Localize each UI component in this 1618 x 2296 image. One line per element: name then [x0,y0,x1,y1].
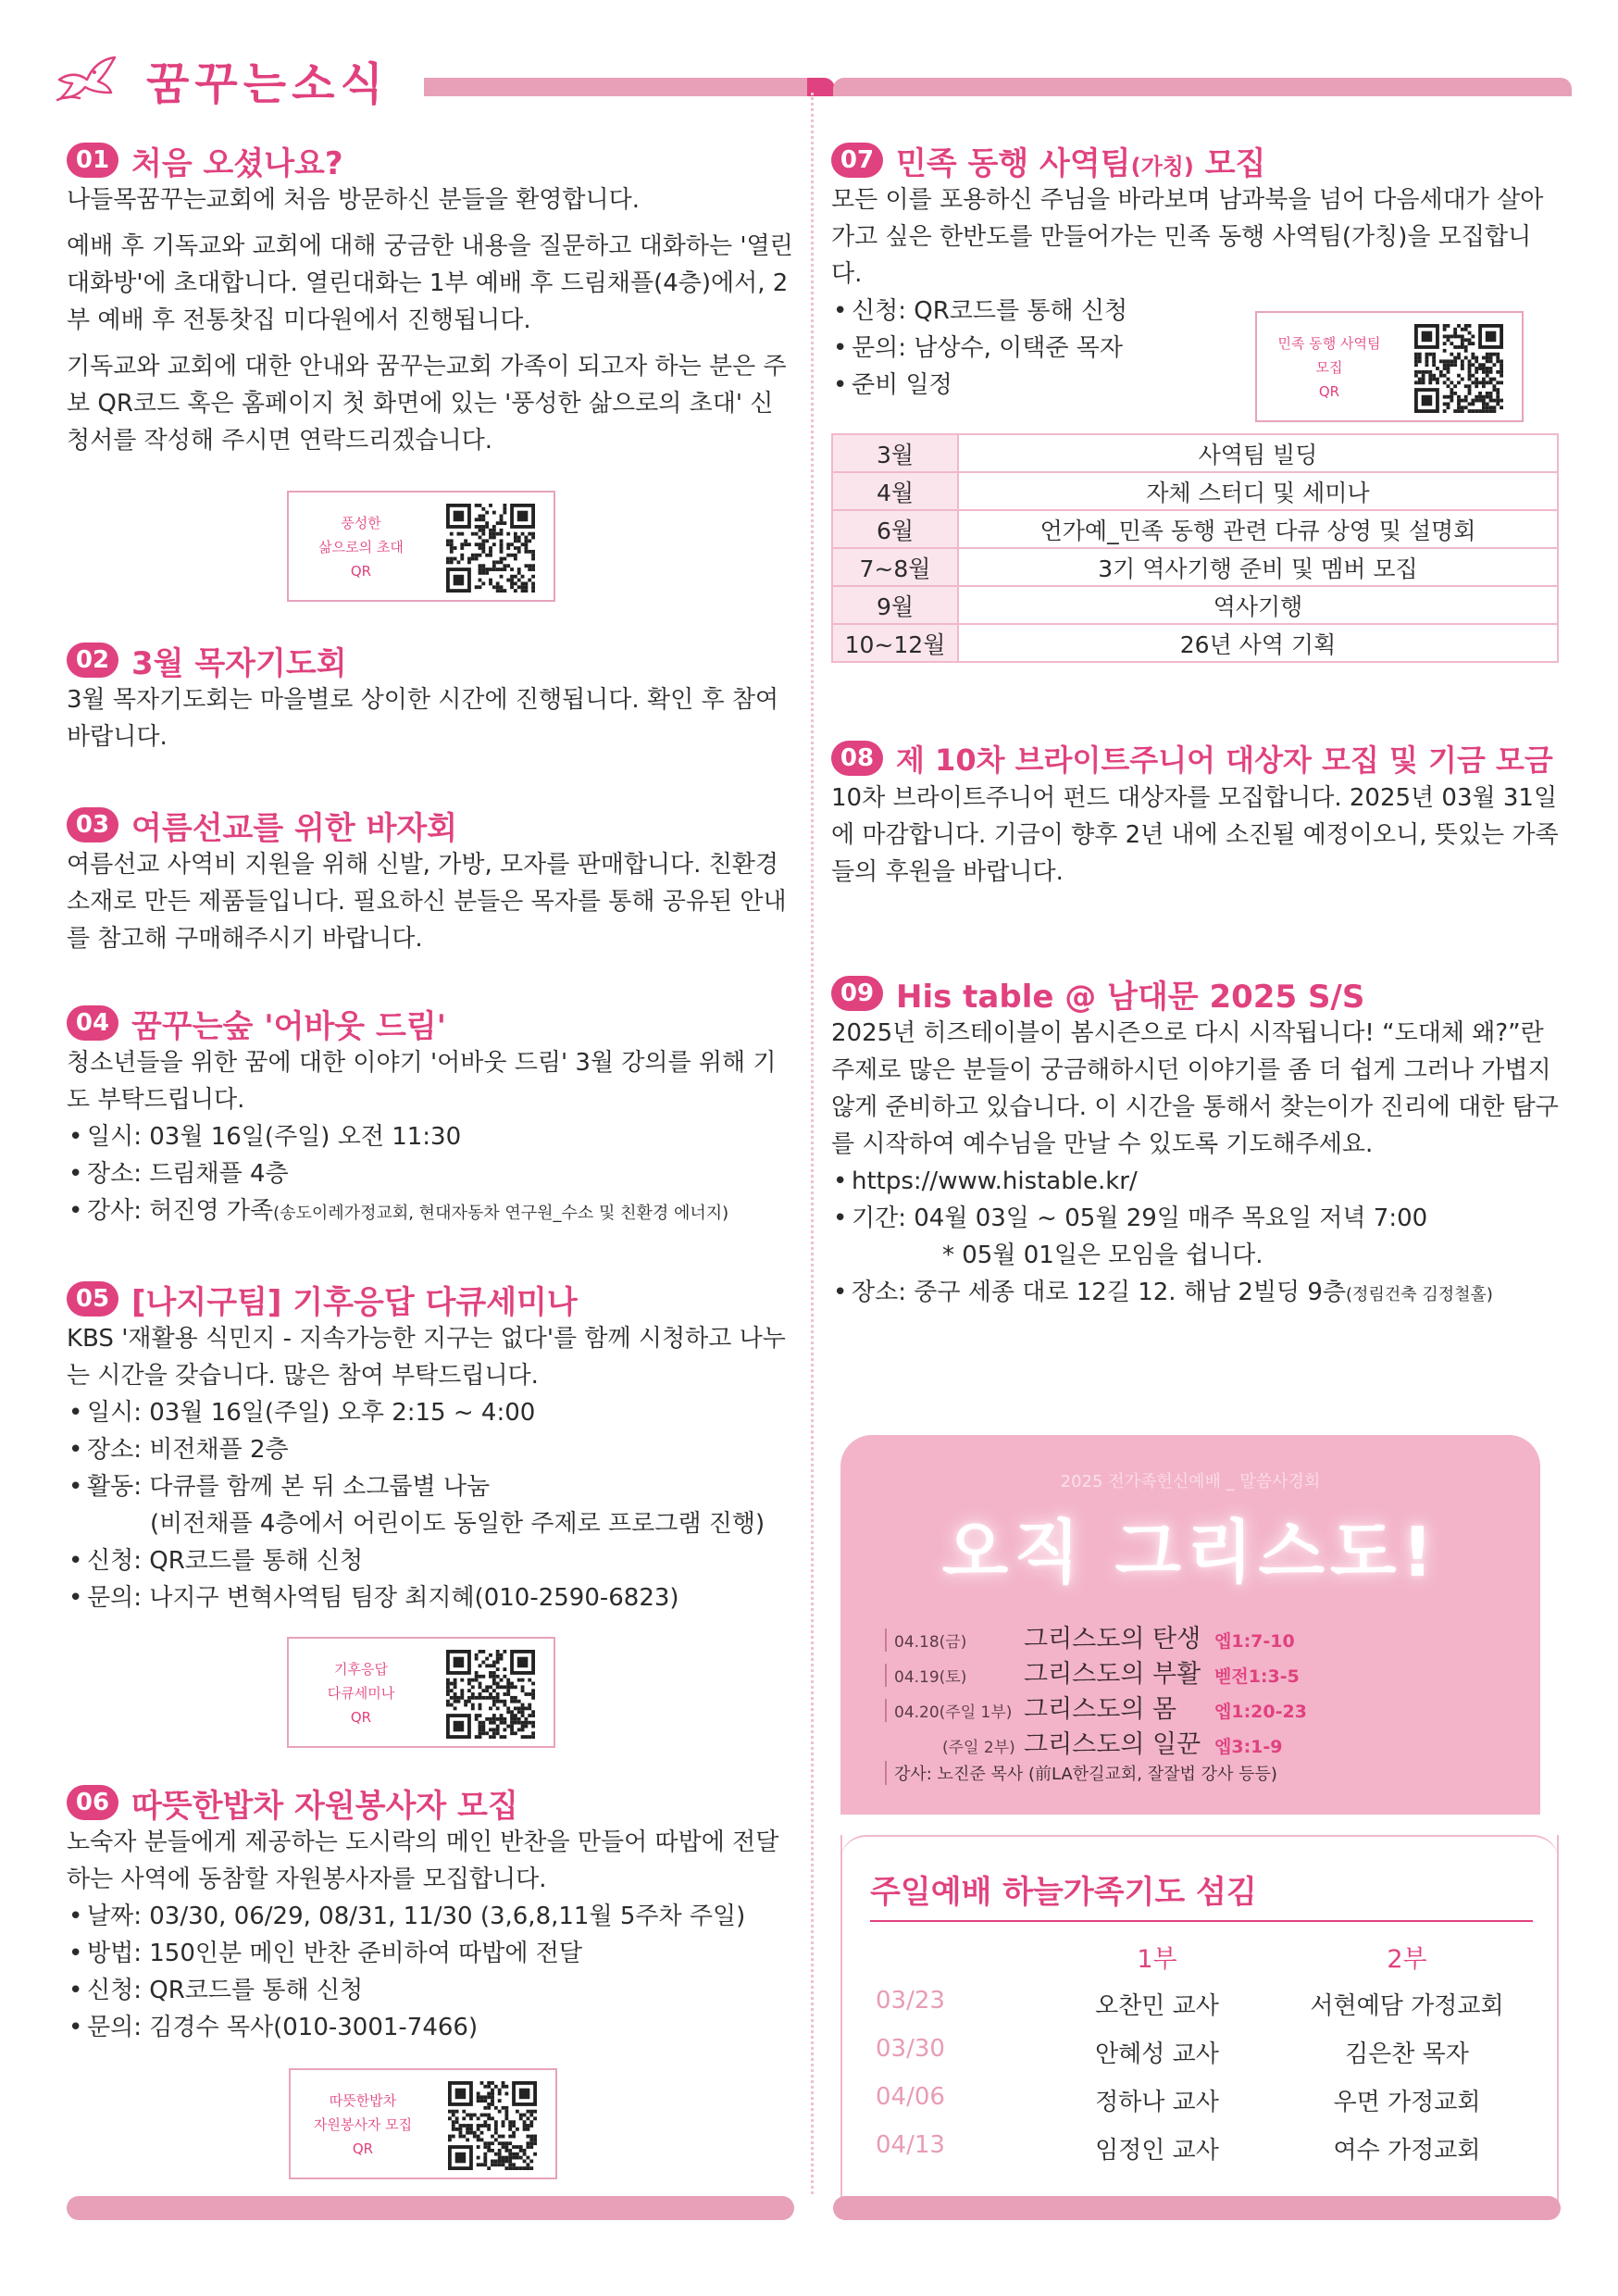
list-item: • 문의: 남상수, 이택준 목자 [831,330,1559,367]
header-bar-right [833,78,1572,96]
section-title: 따뜻한밥차 자원봉사자 모집 [131,1787,518,1825]
card-subtitle: 2025 전가족헌신예배 _ 말씀사경회 [1060,1472,1321,1491]
section-09 [831,972,1559,1314]
qr-label: 따뜻한밥차 자원봉사자 모집 QR [313,2092,413,2157]
schedule-task: 언가예_민족 동행 관련 다큐 상영 및 설명회 [958,510,1558,548]
list-item: • 신청: QR코드를 통해 신청 [67,1972,794,2009]
sermon-series-card [840,1435,1540,1815]
section-01 [67,139,794,459]
section-04 [67,1002,794,1232]
qr-card-national-ministry[interactable] [1255,311,1524,422]
section-05 [67,1278,794,1616]
dove-icon [54,52,118,107]
prayer-first: 정하나 교사 [1095,2089,1219,2116]
prayer-second: 서현예담 가정교회 [1310,1992,1504,2020]
prayer-rule [870,1920,1533,1922]
list-item: • 일시: 03월 16일(주일) 오전 11:30 [67,1118,794,1155]
schedule-row [832,472,1558,510]
list-item: • 장소: 비전채플 2층 [67,1431,794,1468]
schedule-task: 자체 스터디 및 세미나 [958,472,1558,510]
page-title: 꿈꾸는소식 [146,58,389,110]
section-title: 처음 오셨나요? [131,144,343,182]
schedule-table [831,433,1559,663]
column-divider [811,93,814,2194]
schedule-month: 10~12월 [832,624,958,662]
card-speaker: 강사: 노진준 목사 (前LA한길교회, 잘잘법 강사 등등) [885,1761,1277,1785]
section-number: 05 [67,1281,118,1316]
section-title: 3월 목자기도회 [131,644,347,682]
section-title: 민족 동행 사역팀(가칭) 모집 [896,144,1266,182]
note: * 05월 01일은 모임을 쉽니다. [942,1242,1263,1269]
prayer-title: 주일예배 하늘가족기도 섬김 [870,1874,1257,1911]
sermon-row: 04.20(주일 1부) 그리스도의 몸 엡1:20-23 [885,1689,1307,1725]
qr-card-climate-seminar[interactable] [287,1637,555,1748]
qr-code-icon [446,1650,535,1739]
list-item: • 일시: 03월 16일(주일) 오후 2:15 ~ 4:00 [67,1394,794,1431]
paragraph: 나들목꿈꾸는교회에 처음 방문하신 분들을 환영합니다. [67,186,640,214]
section-06 [67,1781,794,2046]
list-item: • 문의: 김경수 목사(010-3001-7466) [67,2009,794,2046]
schedule-month: 6월 [832,510,958,548]
prayer-first: 오찬민 교사 [1095,1992,1219,2020]
paragraph: 기독교와 교회에 대한 안내와 꿈꾸는교회 가족이 되고자 하는 분은 주보 QR코드 혹은 홈페이지 첫 화면에 있는 '풍성한 삶으로의 초대' 신청서를 작성해 주시면 연락드리겠습니다. [67,353,787,455]
list-item: • 방법: 150인분 메인 반찬 준비하여 따밥에 전달 [67,1935,794,1972]
section-number: 03 [67,807,118,842]
prayer-second: 김은찬 목자 [1345,2040,1469,2068]
schedule-row [832,548,1558,586]
paragraph: KBS '재활용 식민지 - 지속가능한 지구는 없다'를 함께 시청하고 나누는 시간을 갖습니다. 많은 참여 부탁드립니다. [67,1325,786,1390]
paragraph: 3월 목자기도회는 마을별로 상이한 시간에 진행됩니다. 확인 후 참여 바랍니다. [67,686,779,751]
detail-list [67,1898,794,2046]
paragraph: 2025년 히즈테이블이 봄시즌으로 다시 시작됩니다! “도대체 왜?”란 주제로 많은 분들이 궁금해하시던 이야기를 좀 더 쉽게 그러나 가볍지 않게 준비하고 있습니다. 이 시간을 통해서 찾는이가 진리에 대한 탐구를 시작하여 예수님을 만날 수 있도록 기도해주세요. [831,1019,1559,1158]
list-item: • 장소: 드림채플 4층 [67,1155,794,1192]
section-title: 제 10차 브라이트주니어 대상자 모집 및 기금 모금 [896,742,1553,778]
section-title: 꿈꾸는숲 '어바웃 드림' [131,1007,447,1045]
prayer-date: 03/23 [876,1987,945,2015]
list-item: • 기간: 04월 03일 ~ 05월 29일 매주 목요일 저녁 7:00 [831,1200,1559,1237]
prayer-first: 임정인 교사 [1095,2137,1219,2165]
section-number: 08 [831,741,883,776]
schedule-task: 26년 사역 기획 [958,624,1558,662]
list-item: • 장소: 중구 세종 대로 12길 12. 해남 2빌딩 9층(정림건축 김정철홀) [831,1274,1559,1314]
sermon-row: 04.18(금) 그리스도의 탄생 엡1:7-10 [885,1618,1295,1654]
qr-label: 민족 동행 사역팀 모집 QR [1277,335,1381,400]
sermon-row: 04.19(토) 그리스도의 부활 벧전1:3-5 [885,1653,1300,1690]
paragraph: 노숙자 분들에게 제공하는 도시락의 메인 반찬을 만들어 따밥에 전달하는 사역에 동참할 자원봉사자를 모집합니다. [67,1828,779,1893]
section-title: 여름선교를 위한 바자회 [131,809,458,847]
schedule-row [832,624,1558,662]
qr-code-icon [448,2081,537,2170]
paragraph: 예배 후 기독교와 교회에 대해 궁금한 내용을 질문하고 대화하는 '열린대화방'에 초대합니다. 열린대화는 1부 예배 후 드림채플(4층)에서, 2부 예배 후 전통찻집 미다원에서 진행됩니다. [67,232,793,334]
prayer-schedule [840,1835,1559,2203]
qr-card-invitation[interactable] [287,491,555,602]
list-item: • 날짜: 03/30, 06/29, 08/31, 11/30 (3,6,8,11월 5주차 주일) [67,1898,794,1935]
prayer-second: 여수 가정교회 [1333,2137,1481,2165]
schedule-month: 4월 [832,472,958,510]
qr-code-icon [1414,324,1503,413]
list-item: • 활동: 다큐를 함께 본 뒤 소그룹별 나눔 [67,1468,794,1505]
prayer-date: 04/06 [876,2083,945,2111]
paragraph: 청소년들을 위한 꿈에 대한 이야기 '어바웃 드림' 3월 강의를 위해 기도 부탁드립니다. [67,1049,777,1114]
header-bar-left [424,78,835,96]
card-title: 오직 그리스도! [941,1513,1439,1592]
section-number: 02 [67,643,118,678]
prayer-date: 04/13 [876,2131,945,2159]
section-number: 01 [67,143,118,178]
column-header-1: 1부 [1137,1945,1177,1974]
column-header-2: 2부 [1387,1945,1427,1974]
qr-label: 풍성한 삶으로의 초대 QR [318,515,404,580]
section-03 [67,804,794,957]
schedule-month: 7~8월 [832,548,958,586]
schedule-row [832,510,1558,548]
list-item: • 신청: QR코드를 통해 신청 [831,293,1559,330]
detail-list [67,1542,794,1616]
schedule-task: 사역팀 빌딩 [958,434,1558,472]
note: (비전채플 4층에서 어린이도 동일한 주제로 프로그램 진행) [150,1510,765,1538]
prayer-date: 03/30 [876,2035,945,2063]
detail-list [831,1274,1559,1314]
section-title: [나지구팀] 기후응답 다큐세미나 [131,1283,578,1321]
qr-code-icon [446,504,535,593]
list-item: • 문의: 나지구 변혁사역팀 팀장 최지혜(010-2590-6823) [67,1579,794,1616]
list-item: • 준비 일정 [831,367,1559,404]
section-02 [67,639,794,755]
prayer-second: 우면 가정교회 [1333,2089,1481,2116]
section-number: 09 [831,976,883,1011]
qr-card-volunteer[interactable] [289,2068,557,2179]
section-08 [831,737,1559,891]
paragraph: 모든 이를 포용하신 주님을 바라보며 남과북을 넘어 다음세대가 살아가고 싶은 한반도를 만들어가는 민족 동행 사역팀(가칭)을 모집합니다. [831,186,1544,288]
footer-bar-left [67,2196,794,2220]
detail-list [67,1118,794,1232]
schedule-task: 역사기행 [958,586,1558,624]
detail-list [831,1163,1559,1237]
list-item: • 강사: 허진영 가족(송도이레가정교회, 현대자동차 연구원_수소 및 친환경 에너지) [67,1192,794,1232]
website-link[interactable]: • https://www.histable.kr/ [831,1163,1559,1200]
schedule-task: 3기 역사기행 준비 및 멤버 모집 [958,548,1558,586]
section-number: 04 [67,1005,118,1041]
section-number: 06 [67,1785,118,1820]
section-number: 07 [831,143,883,178]
section-title: His table @ 남대문 2025 S/S [896,978,1365,1016]
prayer-first: 안혜성 교사 [1095,2040,1219,2068]
schedule-row [832,586,1558,624]
schedule-row [832,434,1558,472]
detail-list [67,1394,794,1505]
paragraph: 10차 브라이트주니어 펀드 대상자를 모집합니다. 2025년 03월 31일에 마감합니다. 기금이 향후 2년 내에 소진될 예정이오니, 뜻있는 가족들의 후원을 바랍니다. [831,784,1559,886]
footer-bar-right [833,2196,1561,2220]
list-item: • 신청: QR코드를 통해 신청 [67,1542,794,1579]
schedule-month: 9월 [832,586,958,624]
sermon-row: (주일 2부) 그리스도의 일꾼 엡3:1-9 [942,1730,1283,1759]
paragraph: 여름선교 사역비 지원을 위해 신발, 가방, 모자를 판매합니다. 친환경 소재로 만든 제품들입니다. 필요하신 분들은 목자를 통해 공유된 안내를 참고해 구매해주시기 바랍니다. [67,851,787,953]
schedule-month: 3월 [832,434,958,472]
qr-label: 기후응답 다큐세미나 QR [327,1661,395,1726]
